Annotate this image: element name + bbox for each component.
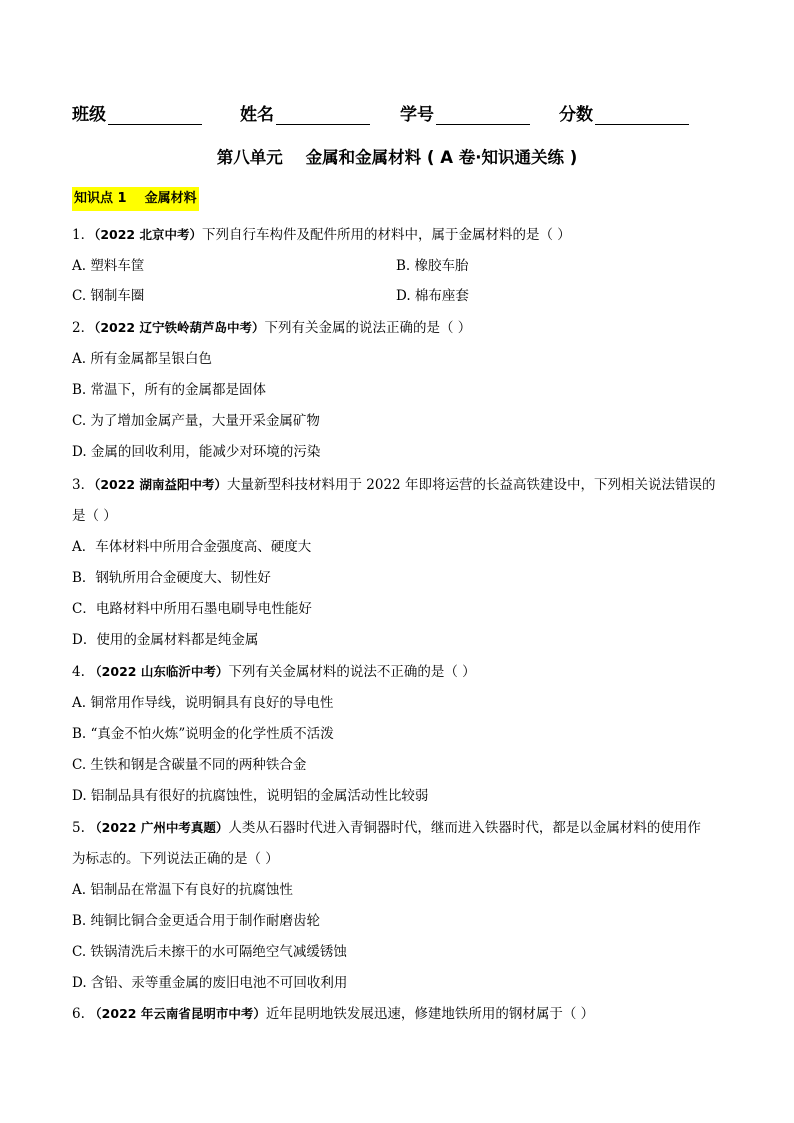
question-text: 人类从石器时代进入青铜器时代，继而进入铁器时代，都是以金属材料的使用作 [228,820,701,836]
option-c[interactable]: C．电路材料中所用石墨电刷导电性能好 [72,601,312,617]
question-5-continued: 为标志的。下列说法正确的是（ ） [72,851,279,867]
question-source: （2022 广州中考真题） [89,820,229,835]
option-a[interactable]: A. 塑料车筐 [72,258,145,274]
score-blank[interactable] [595,102,689,125]
option-d[interactable]: D. 棉布座套 [396,288,469,304]
question-number: 1． [72,227,95,243]
option-c[interactable]: C. 铁锅清洗后未擦干的水可隔绝空气减缓锈蚀 [72,944,347,960]
option-b[interactable]: B. 纯铜比铜合金更适合用于制作耐磨齿轮 [72,913,321,929]
student-info-fields [72,100,722,128]
question-3-continued: 是（ ） [72,508,117,524]
question-number: 4. [72,664,90,680]
option-b[interactable]: B. 橡胶车胎 [396,258,469,274]
question-6 [72,1004,594,1024]
question-source: （2022 年云南省昆明市中考） [89,1006,266,1021]
question-4 [72,662,476,682]
question-source: （2022 北京中考） [94,227,202,242]
option-a[interactable]: A. 铜常用作导线，说明铜具有良好的导电性 [72,695,334,711]
name-blank[interactable] [276,102,370,125]
score-field[interactable] [559,100,689,125]
question-number: 2． [72,320,95,336]
question-source: （2022 山东临沂中考） [89,664,229,679]
option-a[interactable]: A. 铝制品在常温下有良好的抗腐蚀性 [72,882,293,898]
question-1 [72,225,571,245]
option-c[interactable]: C. 钢制车圈 [72,288,145,304]
question-source: （2022 湖南益阳中考） [94,477,227,492]
question-number: 5. [72,820,90,836]
option-c[interactable]: C. 为了增加金属产量，大量开采金属矿物 [72,413,320,429]
class-field[interactable] [72,100,202,125]
question-source: （2022 辽宁铁岭葫芦岛中考） [94,320,265,335]
class-label: 班级 [72,105,106,125]
option-c[interactable]: C. 生铁和钢是含碳量不同的两种铁合金 [72,757,307,773]
section-heading: 知识点 1 金属材料 [72,187,199,211]
question-text: 下列自行车构件及配件所用的材料中，属于金属材料的是（ ） [202,227,571,243]
question-text: 下列有关金属的说法正确的是（ ） [264,320,472,336]
question-2 [72,318,471,338]
question-text: 下列有关金属材料的说法不正确的是（ ） [228,664,476,680]
option-d[interactable]: D. 铝制品具有很好的抗腐蚀性，说明铝的金属活动性比较弱 [72,788,429,804]
option-a[interactable]: A. 所有金属都呈银白色 [72,351,212,367]
option-d[interactable]: D. 含铅、汞等重金属的废旧电池不可回收利用 [72,975,348,991]
class-blank[interactable] [108,102,202,125]
option-b[interactable]: B. “真金不怕火炼”说明金的化学性质不活泼 [72,726,334,742]
question-5 [72,818,701,838]
option-d[interactable]: D. 金属的回收利用，能减少对环境的污染 [72,444,321,460]
name-label: 姓名 [240,105,274,125]
student-id-field[interactable] [400,100,530,125]
question-number: 6. [72,1006,90,1022]
question-number: 3． [72,477,95,493]
question-text: 近年昆明地铁发展迅速，修建地铁所用的钢材属于（ ） [265,1006,595,1022]
option-d[interactable]: D．使用的金属材料都是纯金属 [72,632,259,648]
student-id-label: 学号 [400,105,434,125]
question-text: 大量新型科技材料用于 2022 年即将运营的长益高铁建设中，下列相关说法错误的 [227,477,716,493]
option-a[interactable]: A．车体材料中所用合金强度高、硬度大 [72,539,312,555]
score-label: 分数 [559,105,593,125]
option-b[interactable]: B．钢轨所用合金硬度大、韧性好 [72,570,271,586]
option-b[interactable]: B. 常温下，所有的金属都是固体 [72,382,267,398]
name-field[interactable] [240,100,370,125]
question-3 [72,475,715,495]
student-id-blank[interactable] [436,102,530,125]
page-title: 第八单元 金属和金属材料 ( A 卷·知识通关练 ) [216,148,578,167]
